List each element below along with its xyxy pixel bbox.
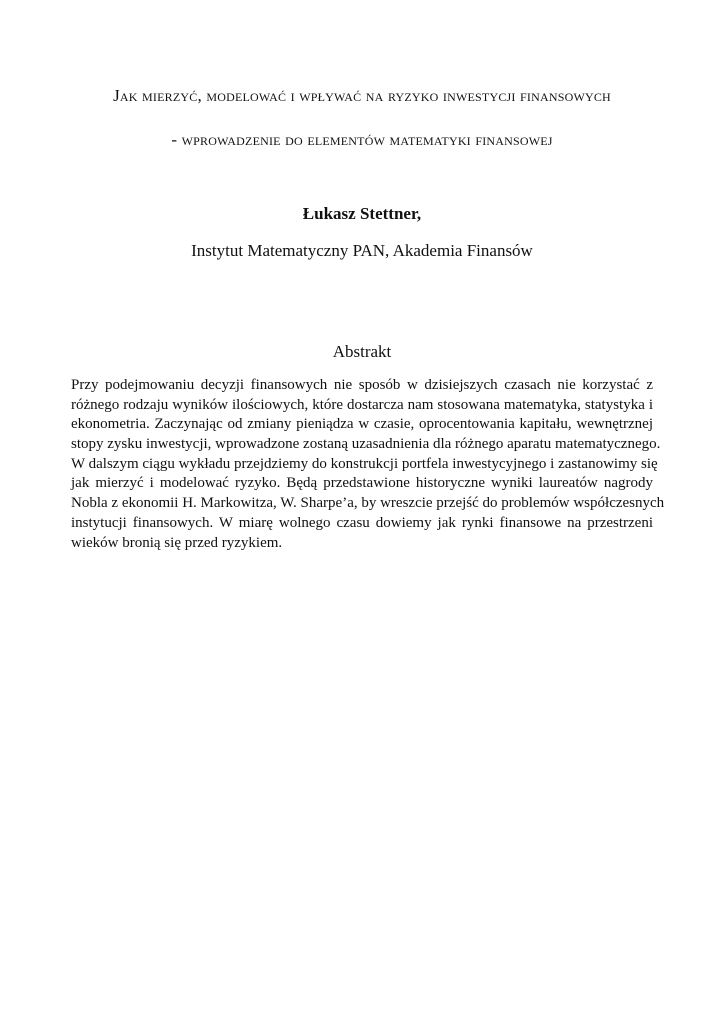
abstract-line: Przy podejmowaniu decyzji finansowych nie sposób w dzisiejszych czasach nie korzystać z — [71, 377, 653, 393]
author-affiliation: Instytut Matematyczny PAN, Akademia Finansów — [191, 241, 533, 260]
paper-title-line-1: Jak mierzyć, modelować i wpływać na ryzyko inwestycji finansowych — [113, 86, 611, 105]
abstract-heading: Abstrakt — [332, 342, 392, 361]
abstract-line: W dalszym ciągu wykładu przejdziemy do konstrukcji portfela inwestycyjnego i zastanowimy się — [71, 455, 658, 472]
abstract-body — [71, 376, 665, 553]
abstract-line: instytucji finansowych. W miarę wolnego czasu dowiemy jak rynki finansowe na przestrzeni — [71, 514, 653, 531]
abstract-line: ekonometria. Zaczynając od zmiany pieniądza w czasie, oprocentowania kapitału, wewnętrznej — [71, 416, 653, 433]
author-name: Łukasz Stettner, — [302, 204, 422, 223]
abstract-line: wieków bronią się przed ryzykiem. — [71, 534, 283, 551]
abstract-line: różnego rodzaju wyników ilościowych, które dostarcza nam stosowana matematyka, statystyka i — [71, 396, 653, 413]
abstract-line: Nobla z ekonomii H. Markowitza, W. Sharpe’a, by wreszcie przejść do problemów współczesnych — [71, 495, 665, 512]
paper-title-line-2: - wprowadzenie do elementów matematyki finansowej — [171, 130, 553, 149]
abstract-line: jak mierzyć i modelować ryzyko. Będą przedstawione historyczne wyniki laureatów nagrody — [71, 475, 653, 492]
abstract-line: stopy zysku inwestycji, wprowadzone zostaną uzasadnienia dla różnego aparatu matematycznego. — [71, 436, 661, 453]
